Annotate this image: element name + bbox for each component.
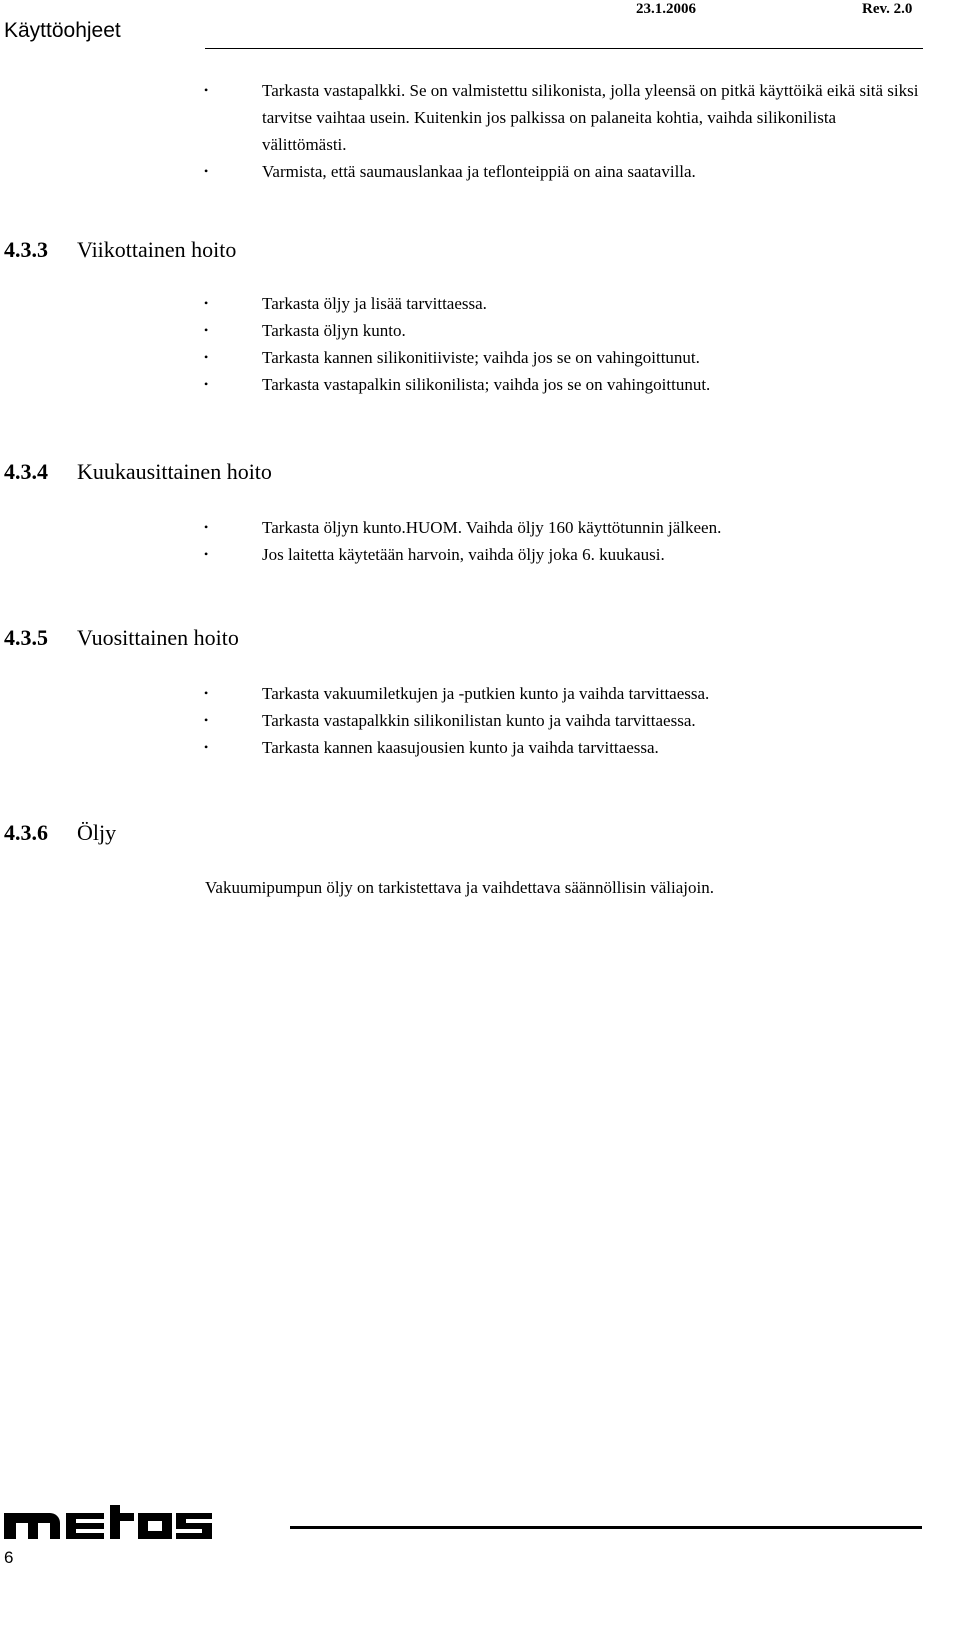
page-number: 6 — [4, 1548, 14, 1567]
bullet-item: • Tarkasta öljy ja lisää tarvittaessa. — [0, 290, 922, 317]
bullet-item: • Tarkasta vastapalkkin silikonilistan kunto ja vaihda tarvittaessa. — [0, 707, 922, 734]
bullet-item: • Tarkasta vastapalkki. Se on valmistettu silikonista, jolla yleensä on pitkä käyttöikä eikä sitä siksi tarvitse vaihtaa usein. Kuitenkin jos palkissa on palaneita kohtia, vaihda silikonilista välittömästi. — [0, 77, 922, 158]
document-date: 23.1.2006 — [636, 1, 696, 17]
bullet-item: • Tarkasta vastapalkin silikonilista; vaihda jos se on vahingoittunut. — [0, 371, 922, 398]
bullet-item: • Tarkasta vakuumiletkujen ja -putkien kunto ja vaihda tarvittaessa. — [0, 680, 922, 707]
section-heading-monthly — [4, 459, 272, 485]
section-number: 4.3.4 — [4, 459, 48, 484]
section-title: Kuukausittainen hoito — [77, 459, 272, 484]
monthly-bullet-list — [0, 514, 922, 568]
section-title: Viikottainen hoito — [77, 237, 237, 262]
bullet-item: • Jos laitetta käytetään harvoin, vaihda öljy joka 6. kuukausi. — [0, 541, 922, 568]
section-heading-oil — [4, 820, 116, 846]
section-number: 4.3.5 — [4, 625, 48, 650]
header-divider — [205, 48, 923, 49]
section-title: Öljy — [77, 820, 117, 845]
weekly-bullet-list — [0, 290, 922, 398]
document-title: Käyttöohjeet — [4, 19, 121, 42]
yearly-bullet-list — [0, 680, 922, 761]
footer-divider — [290, 1526, 922, 1529]
metos-logo — [4, 1505, 212, 1539]
oil-paragraph: Vakuumipumpun öljy on tarkistettava ja vaihdettava säännöllisin väliajoin. — [205, 878, 714, 897]
intro-bullet-list — [0, 77, 922, 185]
document-revision: Rev. 2.0 — [862, 1, 913, 17]
section-title: Vuosittainen hoito — [77, 625, 239, 650]
bullet-item: • Tarkasta öljyn kunto. — [0, 317, 922, 344]
section-heading-weekly — [4, 237, 236, 263]
section-heading-yearly — [4, 625, 239, 651]
bullet-item: • Tarkasta kannen kaasujousien kunto ja vaihda tarvittaessa. — [0, 734, 922, 761]
bullet-item: • Tarkasta kannen silikonitiiviste; vaihda jos se on vahingoittunut. — [0, 344, 922, 371]
bullet-item: • Varmista, että saumauslankaa ja teflonteippiä on aina saatavilla. — [0, 158, 922, 185]
section-number: 4.3.3 — [4, 237, 48, 262]
bullet-item: • Tarkasta öljyn kunto.HUOM. Vaihda öljy 160 käyttötunnin jälkeen. — [0, 514, 922, 541]
section-number: 4.3.6 — [4, 820, 48, 845]
